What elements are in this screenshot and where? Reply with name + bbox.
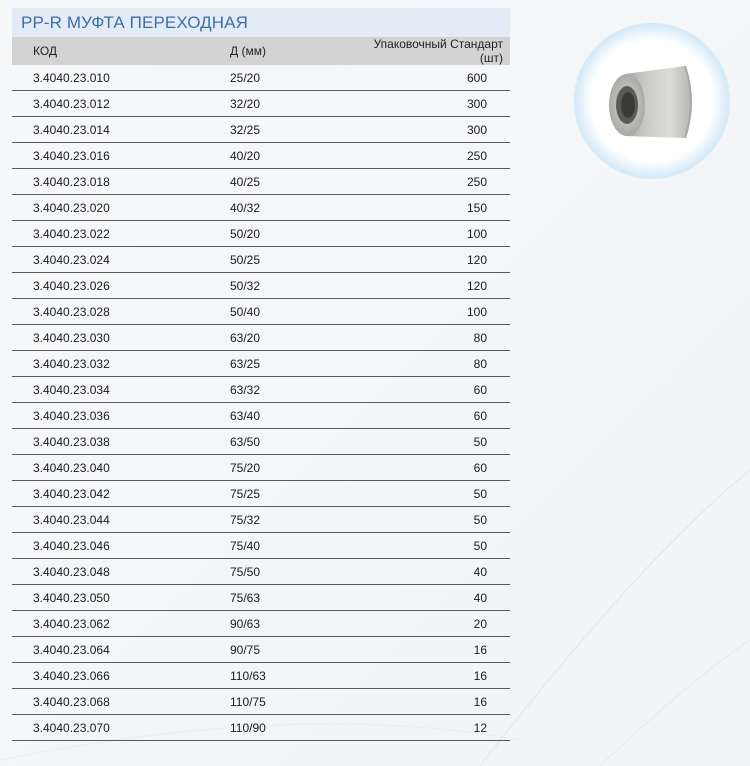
table-row [12, 455, 510, 481]
table-row [12, 403, 510, 429]
cell-code: 3.4040.23.020 [12, 195, 230, 221]
cell-code: 3.4040.23.012 [12, 91, 230, 117]
cell-pack: 120 [370, 273, 510, 299]
cell-code: 3.4040.23.014 [12, 117, 230, 143]
cell-code: 3.4040.23.030 [12, 325, 230, 351]
cell-pack: 60 [370, 455, 510, 481]
cell-code: 3.4040.23.046 [12, 533, 230, 559]
cell-code: 3.4040.23.038 [12, 429, 230, 455]
table-row [12, 611, 510, 637]
cell-code: 3.4040.23.050 [12, 585, 230, 611]
cell-diameter: 50/40 [230, 299, 370, 325]
table-row [12, 351, 510, 377]
cell-code: 3.4040.23.010 [12, 65, 230, 91]
cell-diameter: 110/63 [230, 663, 370, 689]
table-row [12, 273, 510, 299]
cell-code: 3.4040.23.034 [12, 377, 230, 403]
table-row [12, 117, 510, 143]
cell-pack: 60 [370, 377, 510, 403]
cell-pack: 20 [370, 611, 510, 637]
table-row [12, 143, 510, 169]
cell-pack: 40 [370, 585, 510, 611]
cell-pack: 60 [370, 403, 510, 429]
table-header-row [12, 37, 510, 65]
cell-diameter: 32/20 [230, 91, 370, 117]
cell-code: 3.4040.23.026 [12, 273, 230, 299]
table-row [12, 533, 510, 559]
cell-code: 3.4040.23.048 [12, 559, 230, 585]
cell-code: 3.4040.23.036 [12, 403, 230, 429]
cell-pack: 120 [370, 247, 510, 273]
cell-pack: 12 [370, 715, 510, 741]
cell-diameter: 40/25 [230, 169, 370, 195]
table-row [12, 377, 510, 403]
cell-pack: 50 [370, 429, 510, 455]
cell-diameter: 63/32 [230, 377, 370, 403]
table-row [12, 585, 510, 611]
cell-pack: 100 [370, 299, 510, 325]
cell-pack: 50 [370, 533, 510, 559]
column-header-pack: Упаковочный Стандарт (шт) [370, 37, 510, 65]
table-row [12, 65, 510, 91]
cell-diameter: 110/75 [230, 689, 370, 715]
cell-diameter: 63/20 [230, 325, 370, 351]
cell-diameter: 32/25 [230, 117, 370, 143]
cell-code: 3.4040.23.066 [12, 663, 230, 689]
cell-code: 3.4040.23.016 [12, 143, 230, 169]
cell-diameter: 40/20 [230, 143, 370, 169]
table-row [12, 689, 510, 715]
table-row [12, 559, 510, 585]
cell-pack: 16 [370, 637, 510, 663]
table-body [12, 65, 510, 741]
cell-diameter: 75/50 [230, 559, 370, 585]
cell-diameter: 40/32 [230, 195, 370, 221]
page-title: PP-R МУФТА ПЕРЕХОДНАЯ [21, 13, 248, 32]
cell-diameter: 63/40 [230, 403, 370, 429]
table-row [12, 221, 510, 247]
cell-diameter: 50/20 [230, 221, 370, 247]
cell-pack: 600 [370, 65, 510, 91]
cell-code: 3.4040.23.022 [12, 221, 230, 247]
cell-code: 3.4040.23.040 [12, 455, 230, 481]
cell-diameter: 75/32 [230, 507, 370, 533]
table-row [12, 663, 510, 689]
cell-diameter: 50/25 [230, 247, 370, 273]
table-row [12, 299, 510, 325]
cell-diameter: 90/63 [230, 611, 370, 637]
cell-pack: 80 [370, 325, 510, 351]
column-header-diameter: Д (мм) [230, 37, 370, 65]
cell-pack: 16 [370, 689, 510, 715]
cell-diameter: 75/40 [230, 533, 370, 559]
cell-code: 3.4040.23.024 [12, 247, 230, 273]
cell-diameter: 75/25 [230, 481, 370, 507]
cell-diameter: 63/50 [230, 429, 370, 455]
cell-code: 3.4040.23.062 [12, 611, 230, 637]
cell-code: 3.4040.23.070 [12, 715, 230, 741]
table-row [12, 195, 510, 221]
cell-pack: 250 [370, 143, 510, 169]
table-row [12, 429, 510, 455]
cell-diameter: 90/75 [230, 637, 370, 663]
cell-pack: 50 [370, 507, 510, 533]
table-row [12, 715, 510, 741]
cell-code: 3.4040.23.044 [12, 507, 230, 533]
cell-code: 3.4040.23.068 [12, 689, 230, 715]
cell-pack: 150 [370, 195, 510, 221]
cell-diameter: 110/90 [230, 715, 370, 741]
cell-code: 3.4040.23.042 [12, 481, 230, 507]
cell-code: 3.4040.23.018 [12, 169, 230, 195]
cell-diameter: 50/32 [230, 273, 370, 299]
table-row [12, 637, 510, 663]
cell-pack: 16 [370, 663, 510, 689]
pipe-reducer-coupling-icon [573, 22, 731, 180]
cell-pack: 40 [370, 559, 510, 585]
column-header-code: КОД [12, 37, 230, 65]
cell-code: 3.4040.23.064 [12, 637, 230, 663]
table-row [12, 91, 510, 117]
cell-pack: 300 [370, 117, 510, 143]
table-row [12, 507, 510, 533]
cell-diameter: 25/20 [230, 65, 370, 91]
cell-diameter: 75/63 [230, 585, 370, 611]
cell-pack: 80 [370, 351, 510, 377]
table-row [12, 169, 510, 195]
table-row [12, 325, 510, 351]
cell-pack: 250 [370, 169, 510, 195]
cell-pack: 100 [370, 221, 510, 247]
cell-pack: 50 [370, 481, 510, 507]
cell-diameter: 75/20 [230, 455, 370, 481]
table-row [12, 481, 510, 507]
cell-code: 3.4040.23.032 [12, 351, 230, 377]
cell-diameter: 63/25 [230, 351, 370, 377]
cell-code: 3.4040.23.028 [12, 299, 230, 325]
cell-pack: 300 [370, 91, 510, 117]
table-row [12, 247, 510, 273]
product-table [12, 37, 510, 741]
